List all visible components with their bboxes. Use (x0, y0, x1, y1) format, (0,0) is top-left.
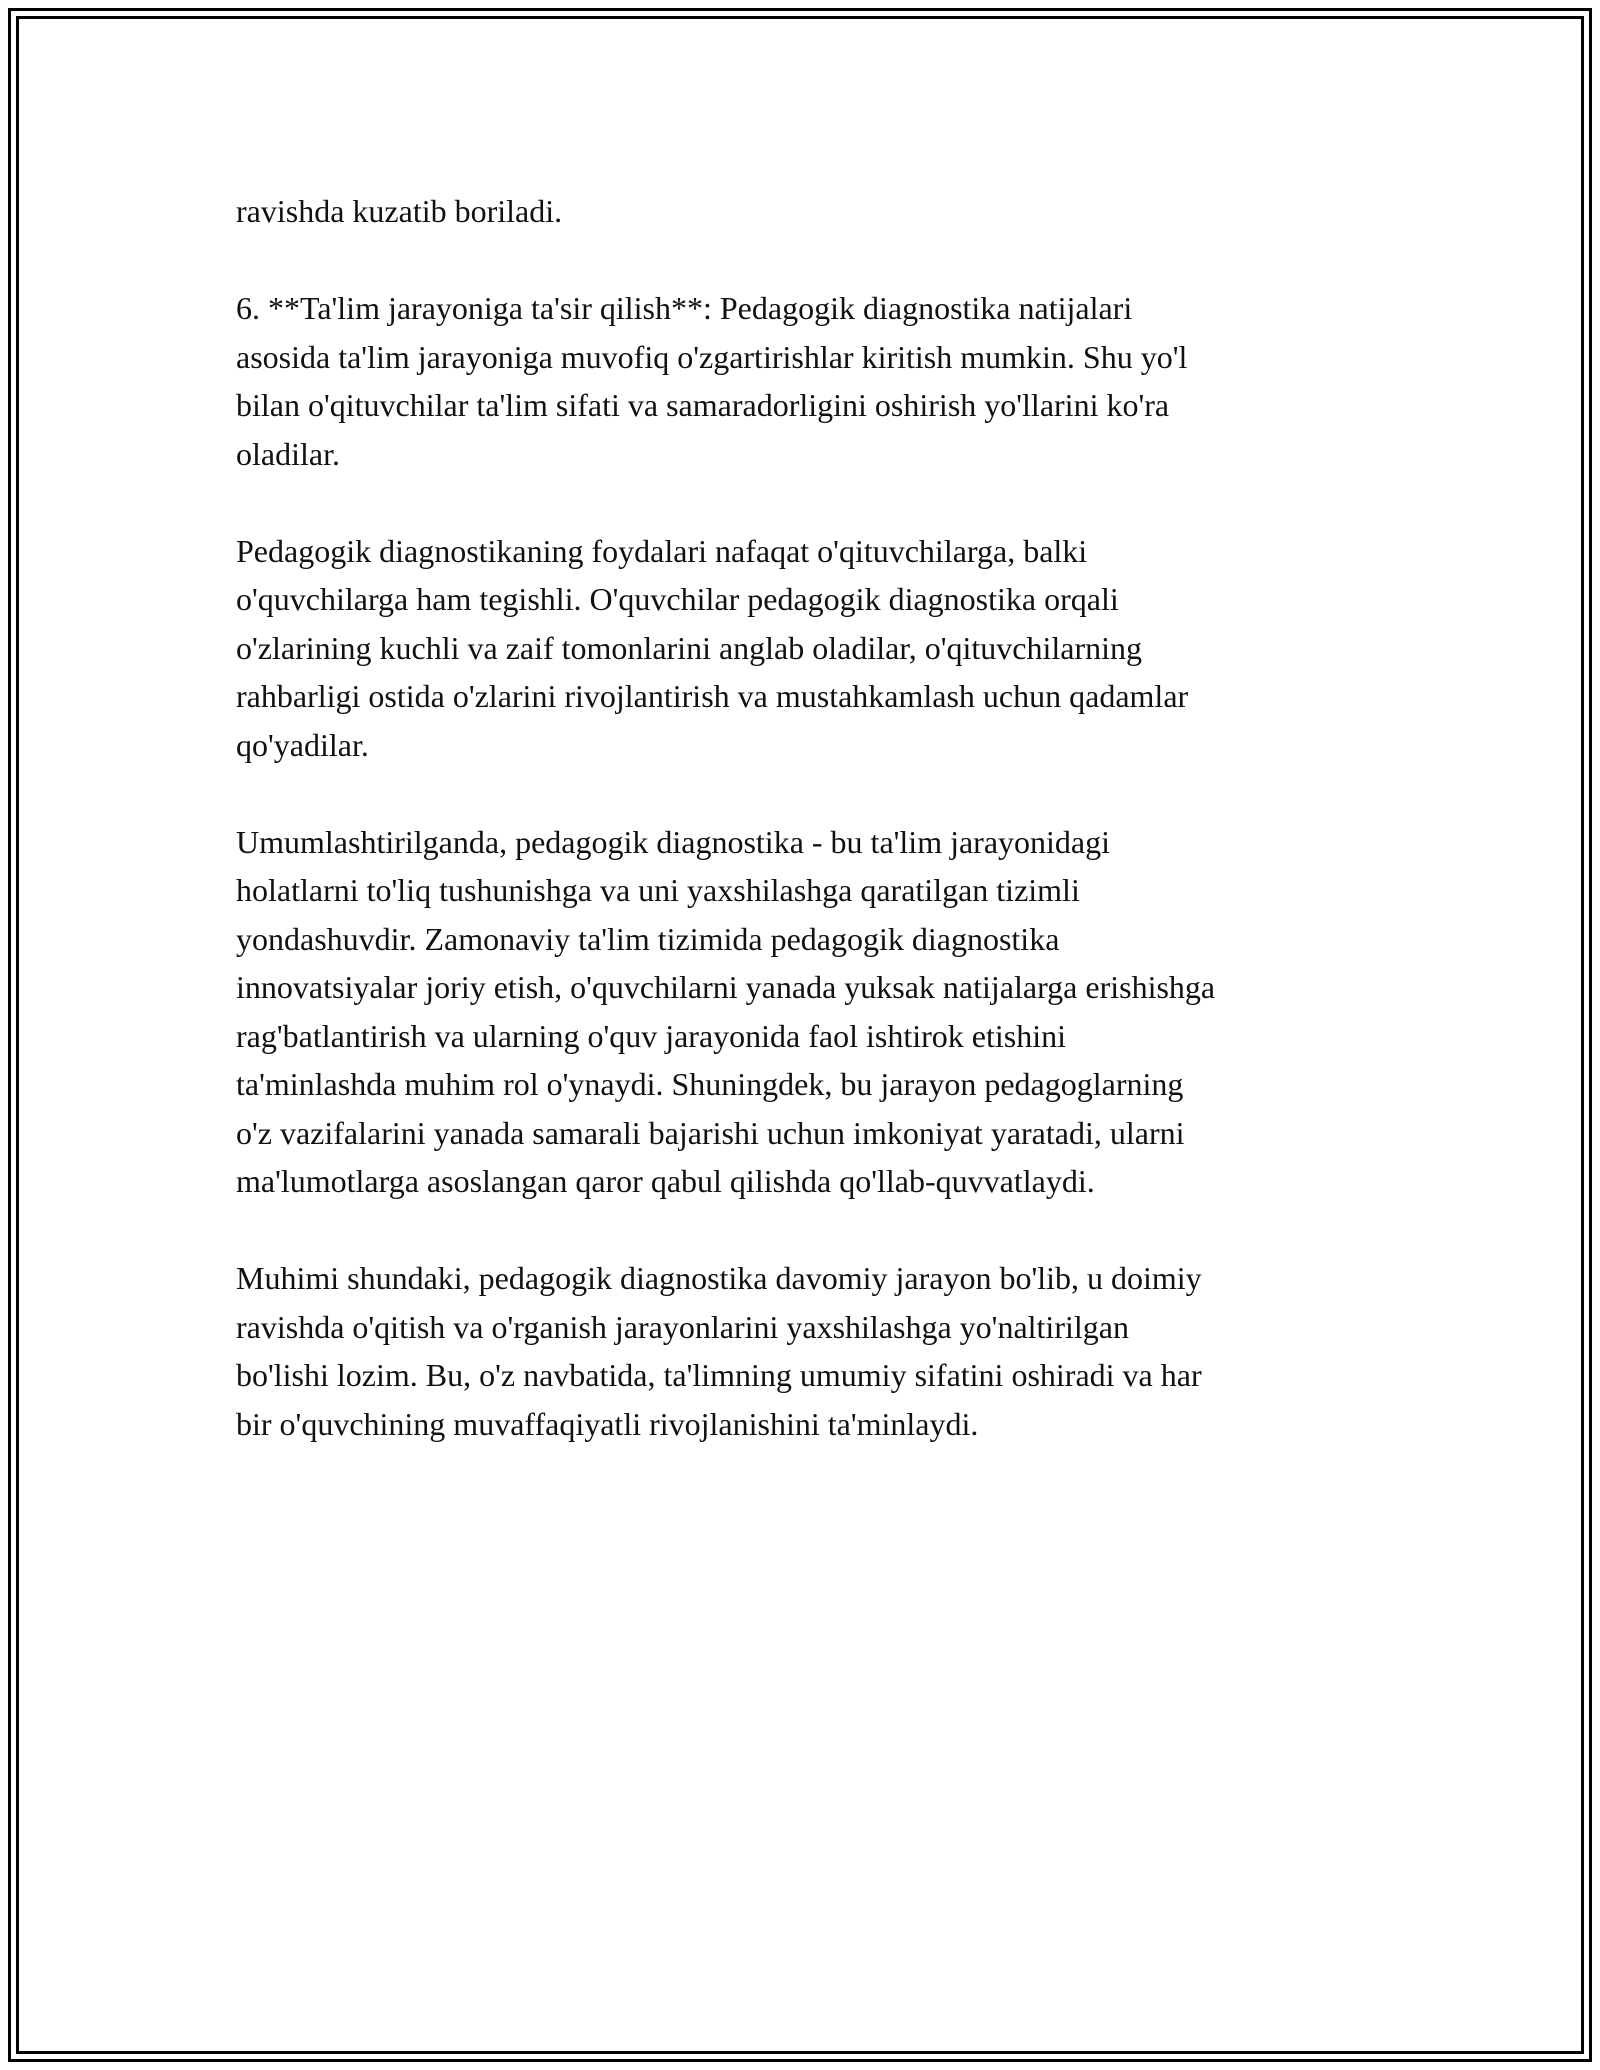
text-line: o'quvchilarga ham tegishli. O'quvchilar pedagogik diagnostika orqali (236, 581, 1119, 617)
text-line: bo'lishi lozim. Bu, o'z navbatida, ta'limning umumiy sifatini oshiradi va har (236, 1357, 1202, 1393)
paragraph-continuation (236, 187, 1366, 236)
text-line: innovatsiyalar joriy etish, o'quvchilarni yanada yuksak natijalarga erishishga (236, 969, 1216, 1005)
paragraph-benefits (236, 527, 1366, 770)
text-line: bir o'quvchining muvaffaqiyatli rivojlanishini ta'minlaydi. (236, 1405, 979, 1442)
text-line: o'zlarining kuchli va zaif tomonlarini anglab oladilar, o'qituvchilarning (236, 629, 1142, 666)
text-line: qo'yadilar. (236, 726, 369, 763)
text-line: rag'batlantirish va ularning o'quv jarayonida faol ishtirok etishini (236, 1017, 1066, 1054)
paragraph-summary (236, 818, 1366, 1206)
document-body (236, 187, 1366, 1497)
text-line: asosida ta'lim jarayoniga muvofiq o'zgartirishlar kiritish mumkin. Shu yo'l (236, 338, 1188, 375)
text-line: ravishda o'qitish va o'rganish jarayonlarini yaxshilashga yo'naltirilgan (236, 1308, 1129, 1345)
text-line: Muhimi shundaki, pedagogik diagnostika davomiy jarayon bo'lib, u doimiy (236, 1260, 1202, 1296)
text-line: bilan o'qituvchilar ta'lim sifati va samaradorligini oshirish yo'llarini ko'ra (236, 387, 1170, 423)
text-line: ma'lumotlarga asoslangan qaror qabul qilishda qo'llab-quvvatlaydi. (236, 1163, 1095, 1199)
paragraph-item-6 (236, 284, 1366, 478)
text-line: Umumlashtirilganda, pedagogik diagnostika - bu ta'lim jarayonidagi (236, 823, 1111, 860)
text-line: 6. **Ta'lim jarayoniga ta'sir qilish**: Pedagogik diagnostika natijalari (236, 290, 1133, 326)
text-line: holatlarni to'liq tushunishga va uni yaxshilashga qaratilgan tizimli (236, 872, 1080, 908)
text-line: ravishda kuzatib boriladi. (236, 193, 563, 229)
paragraph-conclusion (236, 1254, 1366, 1448)
text-line: Pedagogik diagnostikaning foydalari nafaqat o'qituvchilarga, balki (236, 532, 1088, 569)
text-line: ta'minlashda muhim rol o'ynaydi. Shuningdek, bu jarayon pedagoglarning (236, 1066, 1184, 1102)
text-line: rahbarligi ostida o'zlarini rivojlantirish va mustahkamlash uchun qadamlar (236, 678, 1189, 714)
text-line: yondashuvdir. Zamonaviy ta'lim tizimida pedagogik diagnostika (236, 920, 1060, 957)
text-line: oladilar. (236, 435, 340, 472)
text-line: o'z vazifalarini yanada samarali bajarishi uchun imkoniyat yaratadi, ularni (236, 1114, 1185, 1151)
